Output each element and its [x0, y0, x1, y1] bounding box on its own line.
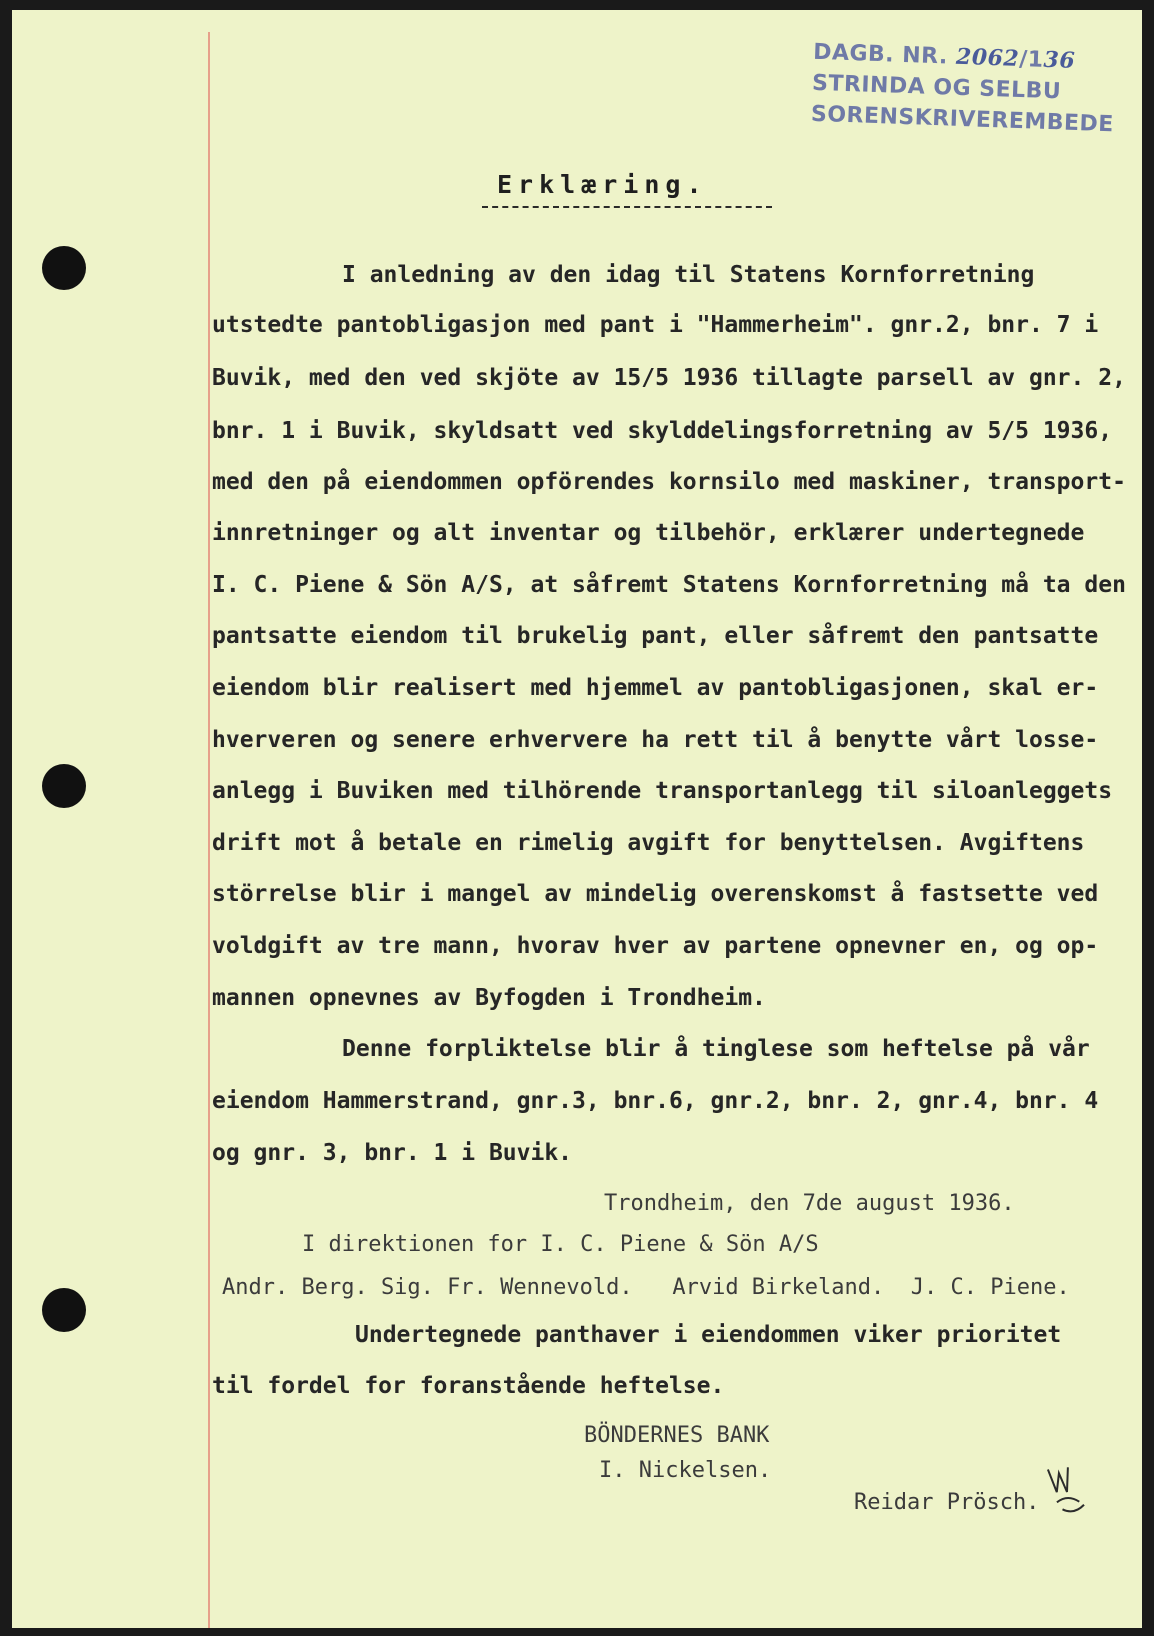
stamp-line-2: STRINDA OG SELBU: [811, 70, 1062, 105]
body-line: innretninger og alt inventar og tilbehör, erklærer undertegnede: [212, 520, 1085, 546]
registry-stamp: [810, 37, 1116, 141]
document-title: Erklæring.: [497, 170, 708, 199]
body-line: Buvik, med den ved skjöte av 15/5 1936 tillagte parsell av gnr. 2,: [212, 365, 1126, 391]
body-line: med den på eiendommen opförendes kornsilo med maskiner, transport-: [212, 469, 1126, 495]
body-line: drift mot å betale en rimelig avgift for benyttelsen. Avgiftens: [212, 830, 1085, 856]
signers-line: Andr. Berg. Sig. Fr. Wennevold. Arvid Birkeland. J. C. Piene.: [222, 1275, 1070, 1300]
stamp-line-3: SORENSKRIVEREMBEDE: [810, 101, 1115, 138]
body-line: I anledning av den idag til Statens Kornforretning: [342, 262, 1035, 288]
body-line: störrelse blir i mangel av mindelig overenskomst å fastsette ved: [212, 881, 1099, 907]
direction-line: I direktionen for I. C. Piene & Sön A/S: [302, 1232, 819, 1257]
body-line: bnr. 1 i Buvik, skyldsatt ved skylddelingsforretning av 5/5 1936,: [212, 418, 1113, 444]
bank-signer: I. Nickelsen.: [599, 1458, 772, 1483]
punch-hole-middle: [42, 764, 86, 808]
consent-line: til fordel for foranstående heftelse.: [212, 1373, 725, 1399]
body-line: mannen opnevnes av Byfogden i Trondheim.: [212, 985, 766, 1011]
body-line: I. C. Piene & Sön A/S, at såfremt Statens Kornforretning må ta den: [212, 572, 1126, 598]
body-line: anlegg i Buviken med tilhörende transportanlegg til siloanleggets: [212, 778, 1113, 804]
title-underline: [482, 206, 772, 208]
initials-scribble-icon: [1041, 1457, 1092, 1520]
stamp-number: 2062: [955, 43, 1020, 72]
bank-name: BÖNDERNES BANK: [584, 1423, 770, 1448]
handwritten-initials: [1041, 1457, 1093, 1528]
body-line: Denne forpliktelse blir å tinglese som heftelse på vår: [342, 1036, 1090, 1062]
punch-hole-bottom: [42, 1288, 86, 1332]
stamp-year-prefix: /1: [1018, 46, 1044, 73]
stamp-year-suffix: 36: [1043, 46, 1076, 74]
place-date: Trondheim, den 7de august 1936.: [604, 1191, 1015, 1216]
body-line: hververen og senere erhververe ha rett til å benytte vårt losse-: [212, 727, 1099, 753]
punch-hole-top: [42, 246, 86, 290]
body-line: voldgift av tre mann, hvorav hver av partene opnevner en, og op-: [212, 933, 1099, 959]
body-line: og gnr. 3, bnr. 1 i Buvik.: [212, 1140, 573, 1166]
consent-line: Undertegnede panthaver i eiendommen viker prioritet: [355, 1322, 1062, 1348]
body-line: utstedte pantobligasjon med pant i "Hammerheim". gnr.2, bnr. 7 i: [212, 312, 1099, 338]
body-line: eiendom Hammerstrand, gnr.3, bnr.6, gnr.2, bnr. 2, gnr.4, bnr. 4: [212, 1088, 1099, 1114]
document-page: [12, 10, 1142, 1628]
final-signer: Reidar Prösch.: [854, 1490, 1040, 1515]
body-line: pantsatte eiendom til brukelig pant, eller såfremt den pantsatte: [212, 623, 1099, 649]
margin-rule: [208, 32, 210, 1628]
stamp-label: DAGB. NR.: [812, 39, 949, 70]
body-line: eiendom blir realisert med hjemmel av pantobligasjonen, skal er-: [212, 675, 1099, 701]
